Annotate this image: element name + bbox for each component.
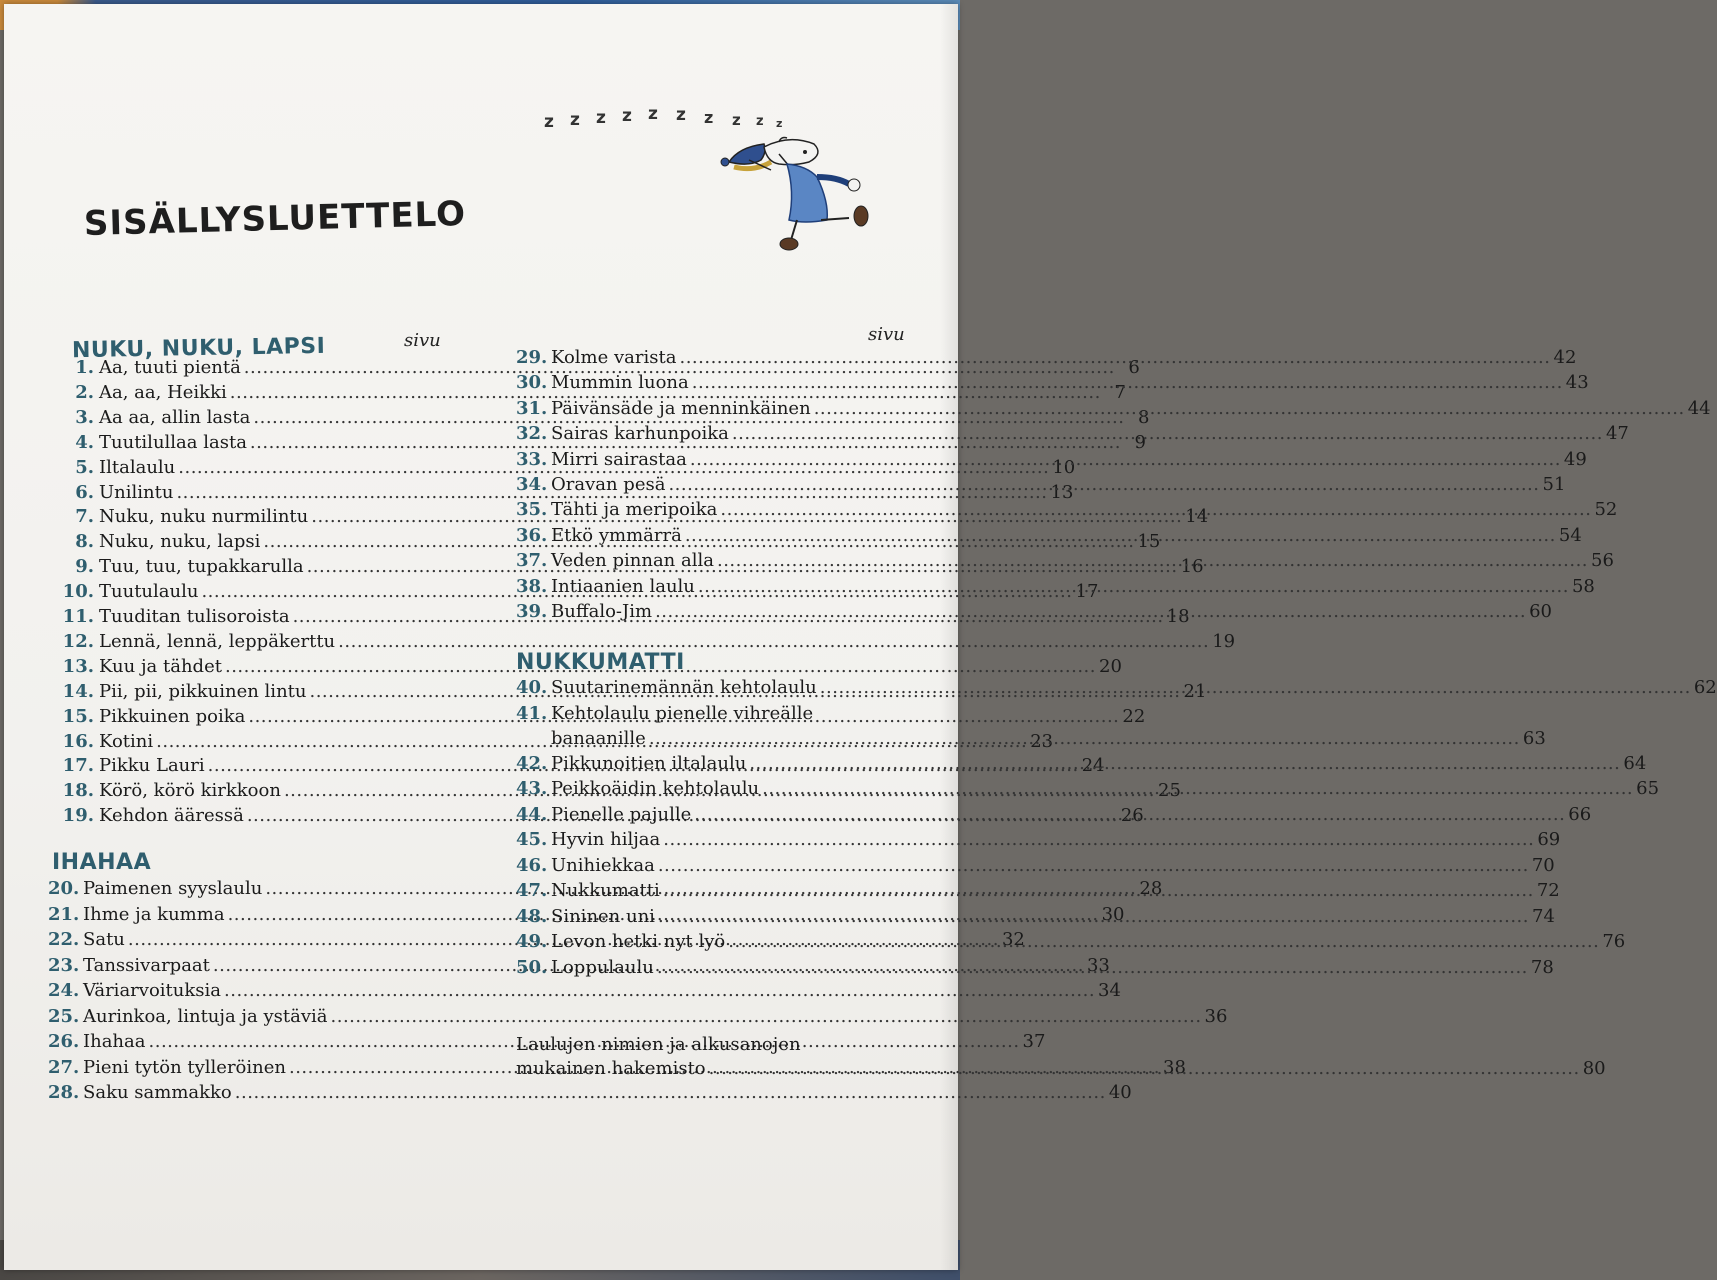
leader-dots [690, 449, 1561, 470]
entry-title: Nuku, nuku, lapsi [99, 531, 261, 553]
sleep-z-letter: z [676, 105, 686, 125]
entry-page-number: 8 [1137, 406, 1150, 428]
entry-title: Unihiekkaa [551, 854, 655, 876]
leader-dots [820, 677, 1691, 698]
entry-number: 31. [516, 397, 548, 419]
entry-page-number: 60 [1529, 601, 1553, 622]
leader-dots [338, 631, 1209, 652]
page-title: SISÄLLYSLUETTELO [83, 194, 467, 244]
entry-number: 40. [516, 677, 548, 698]
entry-number: 39. [516, 601, 548, 622]
entry-number: 42. [516, 752, 548, 774]
toc-entry [516, 829, 1561, 853]
entry-page-number: 23 [1030, 730, 1054, 752]
entry-number: 13. [62, 655, 94, 677]
entry-title: Pienelle pajulle [551, 803, 692, 825]
entry-title: Veden pinnan alla [551, 550, 714, 572]
entry-number: 8. [75, 531, 94, 553]
sleep-z-letter: z [776, 117, 783, 130]
leader-dots [698, 576, 1569, 597]
entry-number: 37. [516, 550, 548, 572]
toc-entry [516, 372, 1589, 396]
section-heading-ihahaa: IHAHAA [52, 850, 152, 875]
toc-entry [516, 423, 1629, 447]
entry-page-number: 72 [1536, 880, 1560, 901]
book-page [4, 4, 1717, 1270]
leader-dots [685, 525, 1556, 546]
sivu-label-left: sivu [404, 330, 441, 351]
entry-title: Ihme ja kumma [83, 903, 225, 925]
entry-number: 45. [516, 829, 548, 850]
entry-page-number: 10 [1052, 456, 1076, 478]
index-page-number: 80 [1582, 1058, 1606, 1079]
entry-page-number: 6 [1128, 357, 1140, 378]
entry-number: 1. [75, 357, 94, 378]
entry-number: 17. [62, 755, 94, 777]
entry-number: 50. [516, 956, 548, 978]
entry-page-number: 26 [1120, 805, 1144, 827]
entry-title: Saku sammakko [83, 1082, 232, 1103]
entry-number: 5. [75, 456, 94, 478]
entry-title: Körö, körö kirkkoon [99, 780, 281, 802]
section-heading-nukkumatti: NUKKUMATTI [516, 650, 685, 675]
leader-dots [657, 954, 1528, 978]
entry-title: Kotini [99, 730, 154, 752]
entry-number: 35. [516, 499, 548, 521]
leader-dots [692, 372, 1563, 393]
entry-page-number: 33 [1086, 954, 1110, 976]
entry-page-number: 17 [1075, 581, 1099, 603]
entry-title: Hyvin hiljaa [551, 829, 661, 850]
entry-page-number: 64 [1623, 752, 1647, 774]
entry-title: Sininen uni [551, 905, 655, 927]
entry-number: 29. [516, 347, 548, 368]
entry-page-number: 58 [1571, 575, 1595, 597]
entry-title: Iltalaulu [99, 456, 176, 478]
entry-title: Loppulaulu [551, 956, 654, 978]
sleep-z-letter: z [648, 104, 658, 124]
entry-title: Kehdon ääressä [99, 805, 244, 827]
toc-entry [48, 980, 1121, 1004]
entry-title: Väriarvoituksia [83, 980, 221, 1001]
toc-entry [62, 630, 1236, 655]
entry-page-number: 49 [1563, 448, 1587, 470]
entry-title: Nuku, nuku nurmilintu [99, 506, 309, 528]
leader-dots [658, 855, 1529, 876]
entry-number: 28. [48, 1082, 80, 1103]
entry-number: 27. [48, 1056, 80, 1078]
entry-page-number: 7 [1114, 381, 1126, 403]
entry-title: Sairas karhunpoika [551, 423, 729, 445]
entry-page-number: 63 [1522, 727, 1546, 749]
entry-page-number: 40 [1108, 1082, 1132, 1103]
entry-title: Aa, tuuti pientä [99, 357, 241, 378]
leader-dots [762, 778, 1633, 802]
entry-page-number: 9 [1134, 431, 1146, 453]
entry-number: 33. [516, 448, 548, 470]
entry-page-number: 51 [1542, 474, 1566, 495]
entry-title: Pikkuinen poika [99, 705, 246, 727]
sleep-z-letter: z [596, 108, 606, 128]
entry-title: Lennä, lennä, leppäkerttu [99, 630, 336, 652]
leader-dots [732, 423, 1603, 444]
entry-page-number: 56 [1591, 550, 1614, 572]
leader-dots [331, 1006, 1202, 1027]
entry-page-number: 47 [1605, 423, 1629, 445]
index-line-2: mukainen hakemisto [516, 1058, 706, 1079]
entry-page-number: 37 [1022, 1031, 1046, 1052]
entry-page-number: 21 [1183, 680, 1207, 702]
sleepwalker-illustration [709, 122, 889, 257]
entry-number: 38. [516, 575, 548, 597]
entry-number: 18. [62, 780, 94, 802]
entry-page-number: 20 [1099, 655, 1122, 677]
entry-page-number: 38 [1163, 1056, 1186, 1078]
entry-title: Aurinkoa, lintuja ja ystäviä [83, 1005, 328, 1027]
toc-entry [516, 854, 1555, 879]
leader-dots [728, 931, 1599, 952]
sivu-label-right: sivu [868, 324, 905, 345]
sleep-z-letter: z [704, 108, 714, 127]
entry-number: 3. [75, 406, 94, 428]
entry-title: Tuutulaulu [99, 581, 199, 603]
entry-number: 15. [62, 705, 94, 727]
entry-page-number: 43 [1565, 372, 1589, 394]
entry-number: 22. [48, 929, 80, 950]
entry-title: Pikkunoitien iltalaulu [551, 752, 747, 774]
entry-title: Oravan pesä [551, 474, 666, 495]
entry-number: 23. [48, 954, 80, 976]
entry-number: 21. [48, 903, 80, 925]
entry-title: Tanssivarpaat [83, 954, 210, 976]
toc-entry [516, 347, 1577, 371]
entry-number: 10. [62, 581, 94, 603]
entry-page-number: 66 [1568, 803, 1592, 825]
entry-page-number: 18 [1166, 606, 1190, 627]
entry-page-number: 15 [1137, 531, 1161, 553]
entry-number: 6. [75, 481, 94, 503]
sleep-z-letter: z [622, 106, 632, 126]
entry-page-number: 74 [1532, 905, 1555, 927]
entry-number: 41. [516, 702, 548, 724]
entry-title: Peikkoäidin kehtolaulu [551, 778, 760, 799]
entry-page-number: 19 [1212, 630, 1236, 652]
sleep-z-letter: z [544, 112, 554, 132]
leader-dots [679, 347, 1550, 368]
entry-page-number: 76 [1602, 931, 1626, 952]
entry-title: Päivänsäde ja menninkäinen [551, 397, 811, 419]
entry-title: Tuuditan tulisoroista [99, 606, 290, 627]
entry-title: Tähti ja meripoika [551, 499, 718, 521]
entry-number: 20. [48, 878, 80, 899]
entry-number: 25. [48, 1005, 80, 1027]
entry-number: 34. [516, 474, 548, 495]
leader-dots [225, 656, 1096, 677]
entry-page-number: 14 [1185, 506, 1209, 528]
leader-dots [749, 753, 1620, 777]
entry-title: Mummin luona [551, 372, 689, 394]
entry-title: Intiaanien laulu [551, 575, 695, 597]
entry-page-number: 16 [1180, 556, 1204, 578]
entry-page-number: 42 [1553, 347, 1577, 368]
entry-title: Kolme varista [551, 347, 677, 368]
entry-number: 19. [62, 805, 94, 827]
entry-page-number: 69 [1537, 829, 1561, 850]
entry-number: 9. [75, 556, 94, 578]
entry-title-continued: banaanille [551, 727, 646, 749]
entry-page-number: 70 [1531, 854, 1555, 876]
entry-page-number: 54 [1558, 524, 1582, 546]
entry-number: 49. [516, 931, 548, 952]
entry-page-number: 52 [1594, 499, 1618, 521]
entry-page-number: 25 [1158, 780, 1181, 802]
entry-title: Nukkumatti [551, 880, 660, 901]
entry-number: 16. [62, 730, 94, 752]
entry-page-number: 32 [1001, 929, 1025, 950]
sleep-z-letter: z [732, 111, 741, 129]
entry-number: 24. [48, 980, 80, 1001]
entry-number: 14. [62, 680, 94, 702]
entry-title: Suutarinemännän kehtolaulu [551, 677, 817, 698]
entry-title: Etkö ymmärrä [551, 524, 682, 546]
leader-dots [709, 1058, 1580, 1079]
entry-number: 48. [516, 905, 548, 927]
entry-number: 32. [516, 423, 548, 445]
leader-dots [717, 550, 1588, 571]
entry-page-number: 30 [1101, 903, 1125, 925]
entry-number: 7. [75, 506, 94, 528]
leader-dots [235, 1082, 1106, 1103]
entry-page-number: 22 [1122, 705, 1146, 727]
entry-page-number: 62 [1693, 677, 1717, 698]
leader-dots [658, 903, 1529, 927]
leader-dots [814, 398, 1685, 419]
leader-dots [720, 499, 1591, 520]
entry-number: 26. [48, 1031, 80, 1052]
entry-page-number: 13 [1050, 481, 1074, 503]
entry-title: Tuutilullaa lasta [99, 431, 247, 453]
entry-title: Aa aa, allin lasta [99, 406, 251, 428]
entry-number: 2. [75, 381, 94, 403]
entry-title: Tuu, tuu, tupakkarulla [99, 556, 304, 578]
entry-page-number: 34 [1098, 980, 1121, 1001]
entry-number: 36. [516, 524, 548, 546]
entry-title: Buffalo-Jim [551, 601, 653, 622]
entry-number: 44. [516, 803, 548, 825]
entry-title: Pieni tytön tylleröinen [83, 1056, 286, 1078]
leader-dots [663, 829, 1534, 850]
entry-number: 11. [62, 606, 94, 627]
sleep-z-letter: z [570, 110, 580, 130]
entry-title: Pikku Lauri [99, 755, 205, 777]
entry-number: 4. [75, 431, 94, 453]
toc-entry [516, 703, 900, 727]
leader-dots [694, 804, 1565, 825]
index-line-1: Laulujen nimien ja alkusanojen [516, 1034, 801, 1055]
leader-dots [655, 601, 1526, 622]
leader-dots [663, 880, 1534, 901]
entry-title: Kehtolaulu pienelle vihreälle [551, 702, 814, 724]
entry-page-number: 44 [1687, 397, 1711, 419]
entry-title: Unilintu [99, 481, 174, 503]
entry-title: Aa, aa, Heikki [99, 381, 227, 403]
entry-page-number: 36 [1204, 1005, 1228, 1027]
entry-page-number: 24 [1081, 755, 1105, 777]
entry-number: 43. [516, 778, 548, 799]
leader-dots [649, 728, 1520, 749]
entry-number: 46. [516, 854, 548, 876]
entry-title: Pii, pii, pikkuinen lintu [99, 680, 307, 702]
entry-title: Paimenen syyslaulu [83, 878, 263, 899]
section-heading-nuku: NUKU, NUKU, LAPSI [71, 333, 326, 364]
entry-title: Levon hetki nyt lyö [551, 931, 726, 952]
entry-page-number: 78 [1530, 956, 1554, 978]
leader-dots [224, 980, 1095, 1001]
toc-entry [48, 1005, 1228, 1030]
entry-title: Ihahaa [83, 1031, 146, 1052]
entry-number: 30. [516, 372, 548, 394]
toc-entry [516, 397, 1711, 422]
entry-title: Satu [83, 929, 125, 950]
entry-number: 12. [62, 630, 94, 652]
entry-title: Mirri sairastaa [551, 448, 687, 470]
entry-title: Kuu ja tähdet [99, 655, 222, 677]
leader-dots [668, 474, 1539, 495]
entry-page-number: 65 [1636, 778, 1660, 799]
entry-number: 47. [516, 880, 548, 901]
sleep-z-letter: z [756, 114, 764, 129]
toc-entry [48, 1082, 1132, 1106]
entry-page-number: 28 [1139, 878, 1163, 899]
